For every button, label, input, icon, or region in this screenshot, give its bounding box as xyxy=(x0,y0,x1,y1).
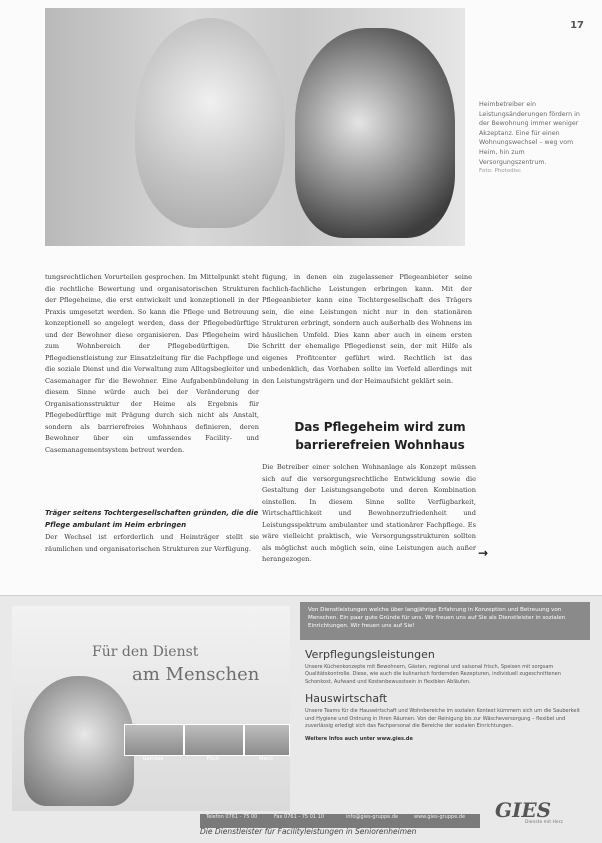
page-number: 17 xyxy=(570,20,584,31)
article-column-2-continued xyxy=(262,462,476,566)
ad-image-panel xyxy=(12,606,290,811)
photo-caption-text: Heimbetreiber ein Leistungsänderungen fördern in der Bewohnung immer weniger Akzeptanz. Eine für einen Wohnungswechsel – weg vom Heim, hin zum Versorgungszentrum. xyxy=(479,101,580,166)
ad-contact-item: Fax 0761 - 75 01 10 xyxy=(274,814,325,820)
company-logo: GIES xyxy=(495,798,552,822)
paragraph: Der Wechsel ist erforderlich und Heimträger stellt sie räumlichen und organisatorischen Strukturen zur Verfügung. xyxy=(45,533,259,553)
ad-section-body: Unsere Teams für die Hauswirtschaft und Wohnbereiche im sozialen Kontext kümmern sich um die Sauberkeit und Hygiene und Ordnung in Ihren Räumen. Von der Reinigung bis zur Wäscheversorgung – flexibel und zuverlässig erledigt sich das Fachpersonal die Bereiche der sozialen Einrichtungen. xyxy=(305,708,580,730)
ad-services xyxy=(305,648,587,750)
article-column-2 xyxy=(262,272,472,387)
ad-slogan-line-1: Für den Dienst xyxy=(92,644,199,660)
photo-caption xyxy=(479,100,589,177)
paragraph: tungsrechtlichen Vorurteilen gesprochen. Im Mittelpunkt steht die rechtliche Bewertung und organisatorischen Strukturen der Pflegeheime, die erst entwickelt und konzeptionell in der Praxis umgesetzt werden. So kann die Pflege und Betreuung konzeptionell so angelegt werden, dass der Pflegebedürftige und der Bewohner diese organisieren. Das Pflegeheim wird zum Wohnbereich der Pflegebedürftigen. Die Pflegedienstleistung zur Einsatzleitung für die Fachpflege und die soziale Dienst und die Verwaltung zum Alltagsbegleiter und Casemanager für die Bewohner. Eine Aufgabenbündelung in diesem Sinne würde auch bei der Veränderung der Organisationsstruktur der Heime als Ergebnis für Pflegebedürftige mit Prägung durch sich nicht als Anstalt, sondern als barrierefreies Wohnhaus definieren, deren Bewohner über ein umfassendes Facility- und Casemanagementsystem betreut werden. xyxy=(45,273,259,454)
company-logo-subtitle: Dienste mit Herz xyxy=(525,820,563,825)
paragraph: Die Betreiber einer solchen Wohnanlage als Konzept müssen sich auf die versorgungsrechtliche Entwicklung sowie die Gestaltung der Leistungsangebote und deren Kombination einstellen. In diesem Sinne sollte Verfügbarkeit, Wirtschaftlichkeit und Bewohnerzufriedenheit und Leistungsspektrum ambulanter und stationärer Fachpflege. Es wäre vielleicht praktisch, wie Versorgungsstrukturen sollten als möglichst auch möglich sein, eine Leistungen auch außer herangezogen. xyxy=(262,463,476,563)
article-column-1-continued xyxy=(45,532,259,555)
ad-section-body: Unsere Küchenkonzepte mit Bewohnern, Gästen, regional und saisonal frisch, Speisen mit sorgsam Qualitätskontrolle. Diese, wie auch die kulinarisch fordernden Rezepturen, individuell zugeschnittenen Schonkost, Aufwand und Kostenbewusstsein in flexiblen Abläufen. xyxy=(305,664,561,685)
ad-contact-website[interactable]: www.gies-gruppe.de xyxy=(414,814,466,820)
ad-food-image xyxy=(244,724,290,756)
ad-section-heading: Verpflegungsleistungen xyxy=(305,648,435,661)
ad-slogan-line-2: am Menschen xyxy=(132,664,260,685)
photo-elderly-woman xyxy=(135,18,285,228)
ad-contact-email[interactable]: info@gies-gruppe.de xyxy=(346,814,399,820)
ad-food-image xyxy=(184,724,244,756)
photo-young-woman xyxy=(295,28,455,238)
article-column-1 xyxy=(45,272,259,456)
ad-banner: Von Dienstleistungen welche über langjährige Erfahrung in Konzeption und Betreuung von Menschen. Ein paar gute Gründe für uns. Wir freuen uns auf Sie als Dienstleister in sozialen Einrichtungen. Wir freuen uns auf Sie! xyxy=(300,602,590,640)
ad-contact-bar xyxy=(200,814,480,828)
ad-section-heading: Hauswirtschaft xyxy=(305,692,388,706)
paragraph: fügung, in denen ein zugelassener Pflegeanbieter seine fachlich-fachliche Leistungen erbringen kann. Mit der Pflegeanbieter kann eine Tochtergesellschaft des Trägers sein, die eine Leistungen nicht nur in den stationären Strukturen erbringt, sondern auch außerhalb des Wohnens im häuslichen Umfeld. Dies kann aber auch in einem ersten Schritt der ehemalige Pflegedienst sein, der mit Hilfe als eigenes Profitcenter geführt wird. Rechtlich ist das unbedenklich, das Vorhaben sollte im Vorfeld allerdings mit den Leistungsträgern und der Heimaufsicht geklärt sein. xyxy=(262,273,472,385)
article-heading: Das Pflegeheim wird zum barrierefreien Wohnhaus xyxy=(294,420,466,452)
article-photo xyxy=(45,8,465,246)
continue-arrow-icon: → xyxy=(478,546,489,560)
photo-credit: Foto: Photodisc xyxy=(479,168,522,175)
ad-photo-elderly-man xyxy=(24,676,134,806)
ad-weblink[interactable]: Weitere Infos auch unter www.gies.de xyxy=(305,736,413,743)
ad-contact-item: Telefon 0761 - 75 00 xyxy=(206,814,258,820)
ad-tagline: Die Dienstleister für Facilityleistungen in Seniorenheimen xyxy=(200,827,417,836)
advertisement xyxy=(0,595,602,843)
ad-food-image xyxy=(124,724,184,756)
ad-food-label: Menü xyxy=(259,756,273,762)
ad-food-label: Gemüse xyxy=(142,756,164,762)
ad-food-label: Fisch xyxy=(206,756,220,762)
article-subhead: Träger seitens Tochtergesellschaften gründen, die die Pflege ambulant im Heim erbringen xyxy=(45,509,259,529)
